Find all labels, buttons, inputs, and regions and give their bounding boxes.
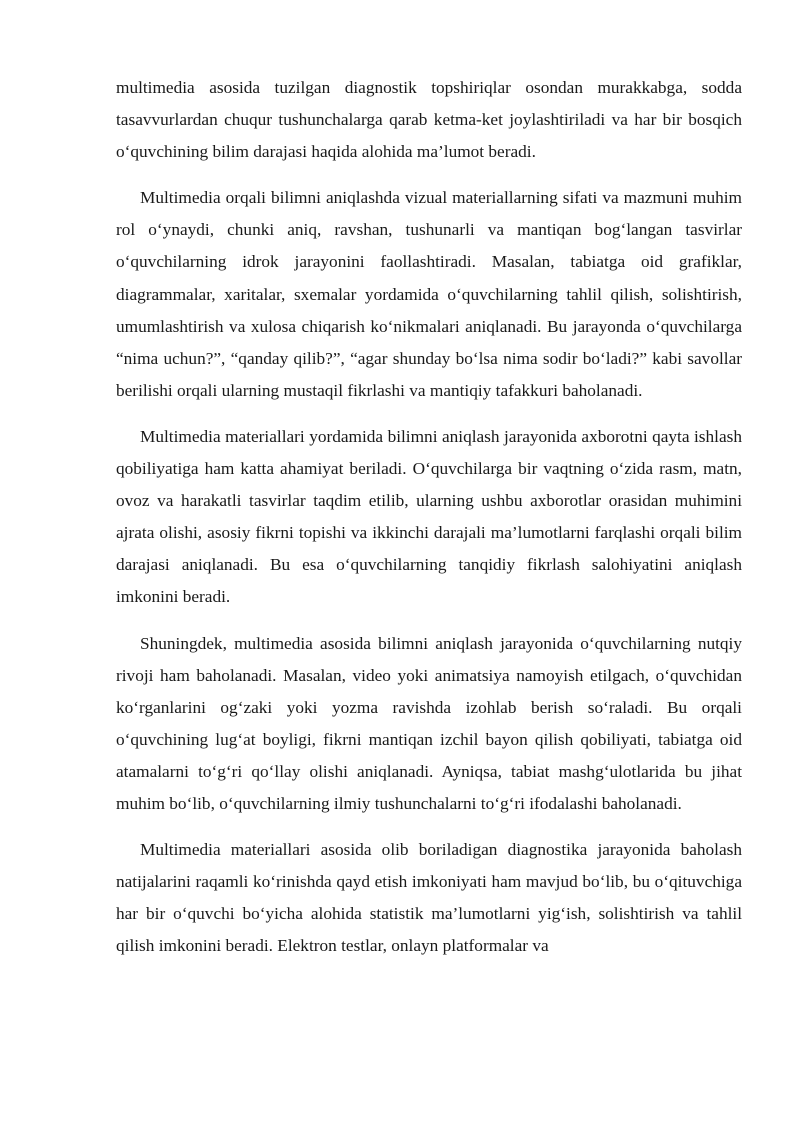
paragraph-digital-assessment: Multimedia materiallari asosida olib boriladigan diagnostika jarayonida baholash natijalarini raqamli ko‘rinishda qayd etish imkoniyati ham mavjud bo‘lib, bu o‘qituvchiga har bir o‘quvchi bo‘yicha alohida statistik ma’lumotlarni yig‘ish, solishtirish va tahlil qilish imkonini beradi. Elektron testlar, onlayn platformalar va	[116, 840, 742, 956]
paragraph-information-processing: Multimedia materiallari yordamida bilimni aniqlash jarayonida axborotni qayta ishlash qobiliyatiga ham katta ahamiyat beriladi. O‘quvchilarga bir vaqtning o‘zida rasm, matn, ovoz va harakatli tasvirlar taqdim etilib, ularning ushbu axborotlar orasidan muhimini ajrata olishi, asosiy fikrni topishi va ikkinchi darajali ma’lumotlarni farqlashi orqali bilim darajasi aniqlanadi. Bu esa o‘quvchilarning tanqidiy fikrlash salohiyatini aniqlash imkonini beradi.	[116, 426, 742, 607]
paragraph-continuation: multimedia asosida tuzilgan diagnostik topshiriqlar osondan murakkabga, sodda tasavvurlardan chuqur tushunchalarga qarab ketma-ket joylashtiriladi va har bir bosqich o‘quvchining bilim darajasi haqida alohida ma’lumot beradi.	[116, 78, 742, 162]
paragraph-visual-materials: Multimedia orqali bilimni aniqlashda vizual materiallarning sifati va mazmuni muhim rol o‘ynaydi, chunki aniq, ravshan, tushunarli va mantiqan bog‘langan tasvirlar o‘quvchilarning idrok jarayonini faollashtiradi. Masalan, tabiatga oid grafiklar, diagrammalar, xaritalar, sxemalar yordamida o‘quvchilarning tahlil qilish, solishtirish, umumlashtirish va xulosa chiqarish ko‘nikmalari aniqlanadi. Bu jarayonda o‘quvchilarga “nima uchun?”, “qanday qilib?”, “agar shunday bo‘lsa nima sodir bo‘ladi?” kabi savollar berilishi orqali ularning mustaqil fikrlashi va mantiqiy tafakkuri baholanadi.	[116, 188, 742, 400]
document-page	[116, 72, 742, 976]
paragraph-speech-development: Shuningdek, multimedia asosida bilimni aniqlash jarayonida o‘quvchilarning nutqiy rivoji ham baholanadi. Masalan, video yoki animatsiya namoyish etilgach, o‘quvchidan ko‘rganlarini og‘zaki yoki yozma ravishda izohlab berish so‘raladi. Bu orqali o‘quvchining lug‘at boyligi, fikrni mantiqan izchil bayon qilish qobiliyati, tabiatga oid atamalarni to‘g‘ri qo‘llay olishi aniqlanadi. Ayniqsa, tabiat mashg‘ulotlarida bu jihat muhim bo‘lib, o‘quvchilarning ilmiy tushunchalarni to‘g‘ri ifodalashi baholanadi.	[116, 633, 742, 813]
